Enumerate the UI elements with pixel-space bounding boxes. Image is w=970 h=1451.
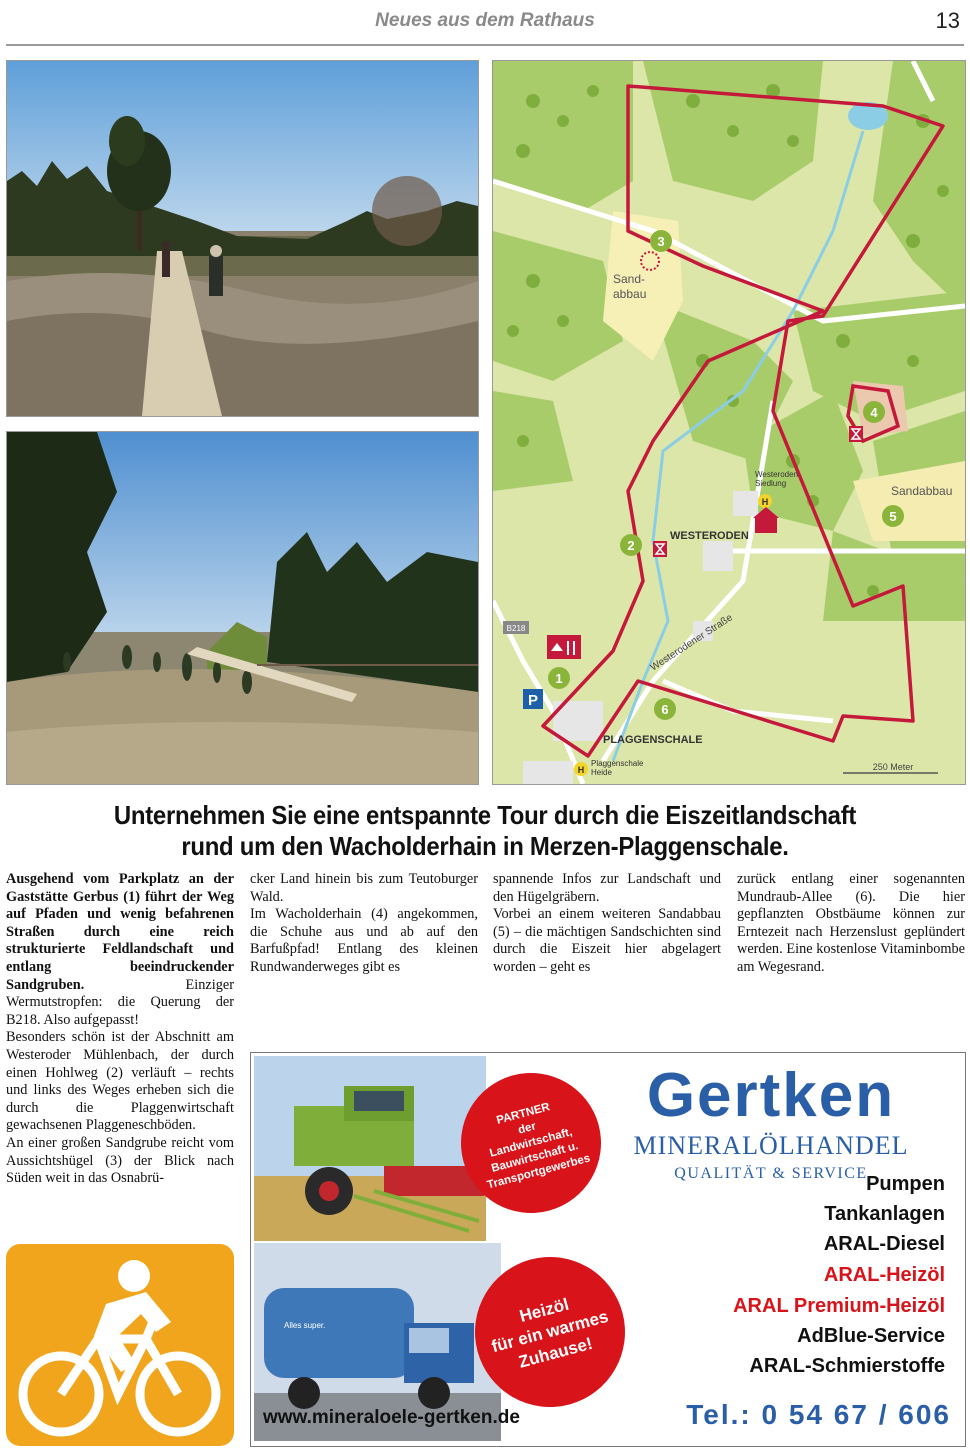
article-column-1 (6, 871, 234, 1188)
section-title: Neues aus dem Rathaus (375, 10, 595, 31)
ad-product-aral-heizoel: ARAL-Heizöl (823, 1264, 945, 1286)
article-p3-part1: An einer großen Sandgrube reicht vom Aussichtshügel (3) der Blick nach Süden weit in das Osnabrü- (6, 1134, 234, 1187)
ad-photo-harvester (254, 1056, 486, 1241)
ad-product-schmierstoffe: ARAL-Schmierstoffe (749, 1355, 945, 1377)
marker-2: 2 (627, 538, 635, 553)
truck-text: Alles super. (284, 1321, 326, 1330)
route-map (492, 60, 966, 785)
article-p2: Besonders schön ist der Abschnitt am Westeroder Mühlenbach, der durch einen Hohlweg (2) verläuft – rechts und links des Weges erheben sich die durch die Plaggenwirtschaft gewachsenen Plaggeneschböden. (6, 1029, 234, 1134)
ad-brand-subtitle: MINERALÖLHANDEL (633, 1131, 909, 1160)
article-p5-part2: zurück entlang einer sogenannten Mundraub-Allee (6). Die hier gepflanzten Obstbäume können zur Erntezeit nach Herzenslust geplündert werden. Eine kostenlose Vitaminbombe am Wegesrand. (737, 871, 965, 975)
ad-brand-tagline: QUALITÄT & SERVICE (674, 1165, 868, 1182)
ad-product-tankanlagen: Tankanlagen (824, 1203, 945, 1225)
article-p4-part1: Im Wacholderhain (4) angekommen, die Schuhe aus und ab auf den Barfußpfad! Entlang des kleinen Rundwanderweges gibt es (250, 906, 478, 975)
map-label-b218: B218 (506, 624, 526, 633)
map-label-plaggenschale-heide: Plaggenschale Heide (591, 759, 644, 777)
map-label-sandabbau-5: Sandabbau (891, 484, 953, 498)
headline-line-1: Unternehmen Sie eine entspannte Tour durch die Eiszeitlandschaft (113, 800, 857, 830)
bicycle-icon (6, 1244, 234, 1446)
article-p1: Einziger Wermutstropfen: die Querung der B218. Also aufgepasst! (6, 976, 234, 1028)
map-label-sandabbau: Sand-abbau (613, 272, 647, 301)
header-rule (6, 44, 964, 46)
page-number: 13 (935, 8, 960, 33)
parking-icon: P (527, 692, 539, 709)
article-p3-part2: cker Land hinein bis zum Teutoburger Wald. (250, 871, 478, 905)
map-label-westeroden-siedlung: Westeroden Siedlung (755, 470, 798, 488)
ad-website[interactable]: www.mineraloele-gertken.de (263, 1407, 520, 1428)
map-label-westerodener-strasse: Westerodener Straße (648, 612, 735, 674)
article-p4-part2: spannende Infos zur Landschaft und den Hügelgräbern. (493, 871, 721, 905)
marker-1: 1 (555, 671, 563, 686)
marker-5: 5 (889, 509, 897, 524)
marker-6: 6 (661, 702, 669, 717)
ad-product-adblue: AdBlue-Service (797, 1325, 945, 1347)
marker-3: 3 (657, 234, 665, 249)
ad-sticker-heizoel: Heizöl für ein warmes Zuhause! (458, 1240, 642, 1424)
article-headline (39, 800, 931, 862)
article-column-3 (493, 871, 721, 977)
headline-line-2: rund um den Wacholderhain in Merzen-Plaggenschale. (181, 831, 789, 861)
article-column-2 (250, 871, 478, 977)
advertisement-gertken (250, 1052, 966, 1447)
map-scale: 250 Meter (872, 762, 914, 772)
photo-juniper-grove (6, 431, 479, 785)
map-label-westeroden: WESTERODEN (670, 530, 749, 542)
bus-stop-icon-2: H (761, 497, 769, 507)
article-column-4 (737, 871, 965, 977)
article-p5-part1: Vorbei an einem weiteren Sandabbau (5) – die mächtigen Sandschichten sind durch die Eiszeit hier abgelagert worden – geht es (493, 906, 721, 975)
bus-stop-icon: H (577, 765, 585, 775)
ad-brand-logo: Gertken (646, 1061, 896, 1130)
ad-sticker-partner: PARTNER der Landwirtschaft, Bauwirtschaft u. Transportgewerbes (445, 1057, 616, 1228)
ad-phone[interactable]: Tel.: 0 54 67 / 606 (686, 1399, 951, 1430)
article-lead: Ausgehend vom Parkplatz an der Gaststätte Gerbus (1) führt der Weg auf Pfaden und wenig befahrenen Straßen durch eine reich strukturierte Feldlandschaft und entlang beeindruckender Sandgruben. (6, 871, 234, 993)
map-label-plaggenschale: PLAGGENSCHALE (603, 734, 703, 746)
ad-product-aral-diesel: ARAL-Diesel (823, 1233, 945, 1255)
ad-product-pumpen: Pumpen (866, 1173, 945, 1195)
marker-4: 4 (870, 405, 878, 420)
ad-product-aral-premium-heizoel: ARAL Premium-Heizöl (733, 1295, 945, 1317)
photo-heath-path (6, 60, 479, 417)
